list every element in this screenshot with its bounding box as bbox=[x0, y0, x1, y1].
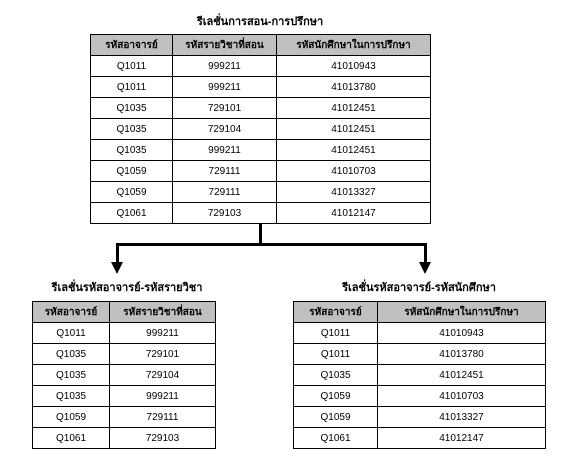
table-row bbox=[294, 365, 546, 386]
table-row bbox=[91, 161, 431, 182]
table-cell: Q1011 bbox=[91, 77, 173, 98]
table-row bbox=[294, 407, 546, 428]
table-cell: 729103 bbox=[173, 203, 277, 224]
table-cell: 729111 bbox=[173, 161, 277, 182]
table-cell: 41010943 bbox=[378, 323, 546, 344]
table-cell: Q1061 bbox=[294, 428, 378, 449]
table-header-row bbox=[91, 35, 431, 56]
connector-horizontal bbox=[116, 243, 427, 246]
table-cell: Q1035 bbox=[91, 119, 173, 140]
table-cell: 729111 bbox=[173, 182, 277, 203]
right-relation-table bbox=[293, 301, 546, 449]
table-cell: Q1035 bbox=[33, 344, 110, 365]
table-cell: Q1011 bbox=[91, 56, 173, 77]
table-cell: 999211 bbox=[173, 56, 277, 77]
table-cell: 41012147 bbox=[378, 428, 546, 449]
table-cell: Q1061 bbox=[91, 203, 173, 224]
table-row bbox=[294, 344, 546, 365]
table-cell: 729104 bbox=[110, 365, 216, 386]
column-header: รหัสรายวิชาที่สอน bbox=[110, 302, 216, 323]
table-row bbox=[91, 140, 431, 161]
connector-stem bbox=[259, 224, 262, 245]
table-cell: Q1059 bbox=[91, 161, 173, 182]
table-cell: Q1059 bbox=[294, 386, 378, 407]
table-row bbox=[294, 323, 546, 344]
table-row bbox=[91, 98, 431, 119]
table-row bbox=[294, 428, 546, 449]
table-header-row bbox=[33, 302, 216, 323]
table-cell: 41013327 bbox=[277, 182, 431, 203]
table-cell: 41013780 bbox=[277, 77, 431, 98]
table-row bbox=[33, 386, 216, 407]
table-cell: Q1011 bbox=[294, 323, 378, 344]
table-row bbox=[91, 56, 431, 77]
table-row bbox=[33, 428, 216, 449]
table-row bbox=[33, 344, 216, 365]
right-relation-title: รีเลชั่นรหัสอาจารย์-รหัสนักศึกษา bbox=[342, 282, 496, 294]
table-cell: 999211 bbox=[173, 77, 277, 98]
right-arrow-icon bbox=[419, 262, 431, 274]
table-cell: Q1035 bbox=[33, 386, 110, 407]
table-cell: Q1059 bbox=[294, 407, 378, 428]
table-row bbox=[91, 182, 431, 203]
table-cell: 999211 bbox=[110, 323, 216, 344]
left-relation-table bbox=[32, 301, 216, 449]
table-cell: Q1011 bbox=[294, 344, 378, 365]
table-cell: 729104 bbox=[173, 119, 277, 140]
table-cell: Q1059 bbox=[33, 407, 110, 428]
left-relation-title: รีเลชั่นรหัสอาจารย์-รหัสรายวิชา bbox=[51, 282, 203, 294]
table-cell: 41013327 bbox=[378, 407, 546, 428]
table-row bbox=[91, 119, 431, 140]
table-cell: Q1011 bbox=[33, 323, 110, 344]
table-cell: Q1059 bbox=[91, 182, 173, 203]
column-header: รหัสนักศึกษาในการปรึกษา bbox=[378, 302, 546, 323]
table-row bbox=[33, 365, 216, 386]
column-header: รหัสอาจารย์ bbox=[91, 35, 173, 56]
left-arrow-icon bbox=[111, 262, 123, 274]
table-row bbox=[33, 407, 216, 428]
table-cell: 41012451 bbox=[277, 119, 431, 140]
table-cell: 41010703 bbox=[378, 386, 546, 407]
column-header: รหัสอาจารย์ bbox=[294, 302, 378, 323]
table-cell: 41013780 bbox=[378, 344, 546, 365]
table-cell: Q1035 bbox=[91, 140, 173, 161]
table-cell: Q1061 bbox=[33, 428, 110, 449]
table-cell: 729101 bbox=[173, 98, 277, 119]
table-cell: Q1035 bbox=[91, 98, 173, 119]
top-relation-title: รีเลชั่นการสอน-การปรึกษา bbox=[196, 16, 324, 28]
connector-left-drop bbox=[116, 243, 119, 264]
connector-right-drop bbox=[424, 243, 427, 264]
table-cell: 41012451 bbox=[277, 98, 431, 119]
table-cell: 41012451 bbox=[277, 140, 431, 161]
column-header: รหัสอาจารย์ bbox=[33, 302, 110, 323]
table-cell: 41010943 bbox=[277, 56, 431, 77]
table-row bbox=[33, 323, 216, 344]
table-row bbox=[294, 386, 546, 407]
table-cell: 729111 bbox=[110, 407, 216, 428]
column-header: รหัสนักศึกษาในการปรึกษา bbox=[277, 35, 431, 56]
table-cell: 41012147 bbox=[277, 203, 431, 224]
table-cell: 729103 bbox=[110, 428, 216, 449]
table-cell: 999211 bbox=[173, 140, 277, 161]
table-header-row bbox=[294, 302, 546, 323]
table-row bbox=[91, 203, 431, 224]
table-row bbox=[91, 77, 431, 98]
table-cell: 41010703 bbox=[277, 161, 431, 182]
table-cell: 41012451 bbox=[378, 365, 546, 386]
top-relation-table bbox=[90, 34, 431, 224]
table-cell: 999211 bbox=[110, 386, 216, 407]
table-cell: Q1035 bbox=[33, 365, 110, 386]
table-cell: Q1035 bbox=[294, 365, 378, 386]
table-cell: 729101 bbox=[110, 344, 216, 365]
column-header: รหัสรายวิชาที่สอน bbox=[173, 35, 277, 56]
